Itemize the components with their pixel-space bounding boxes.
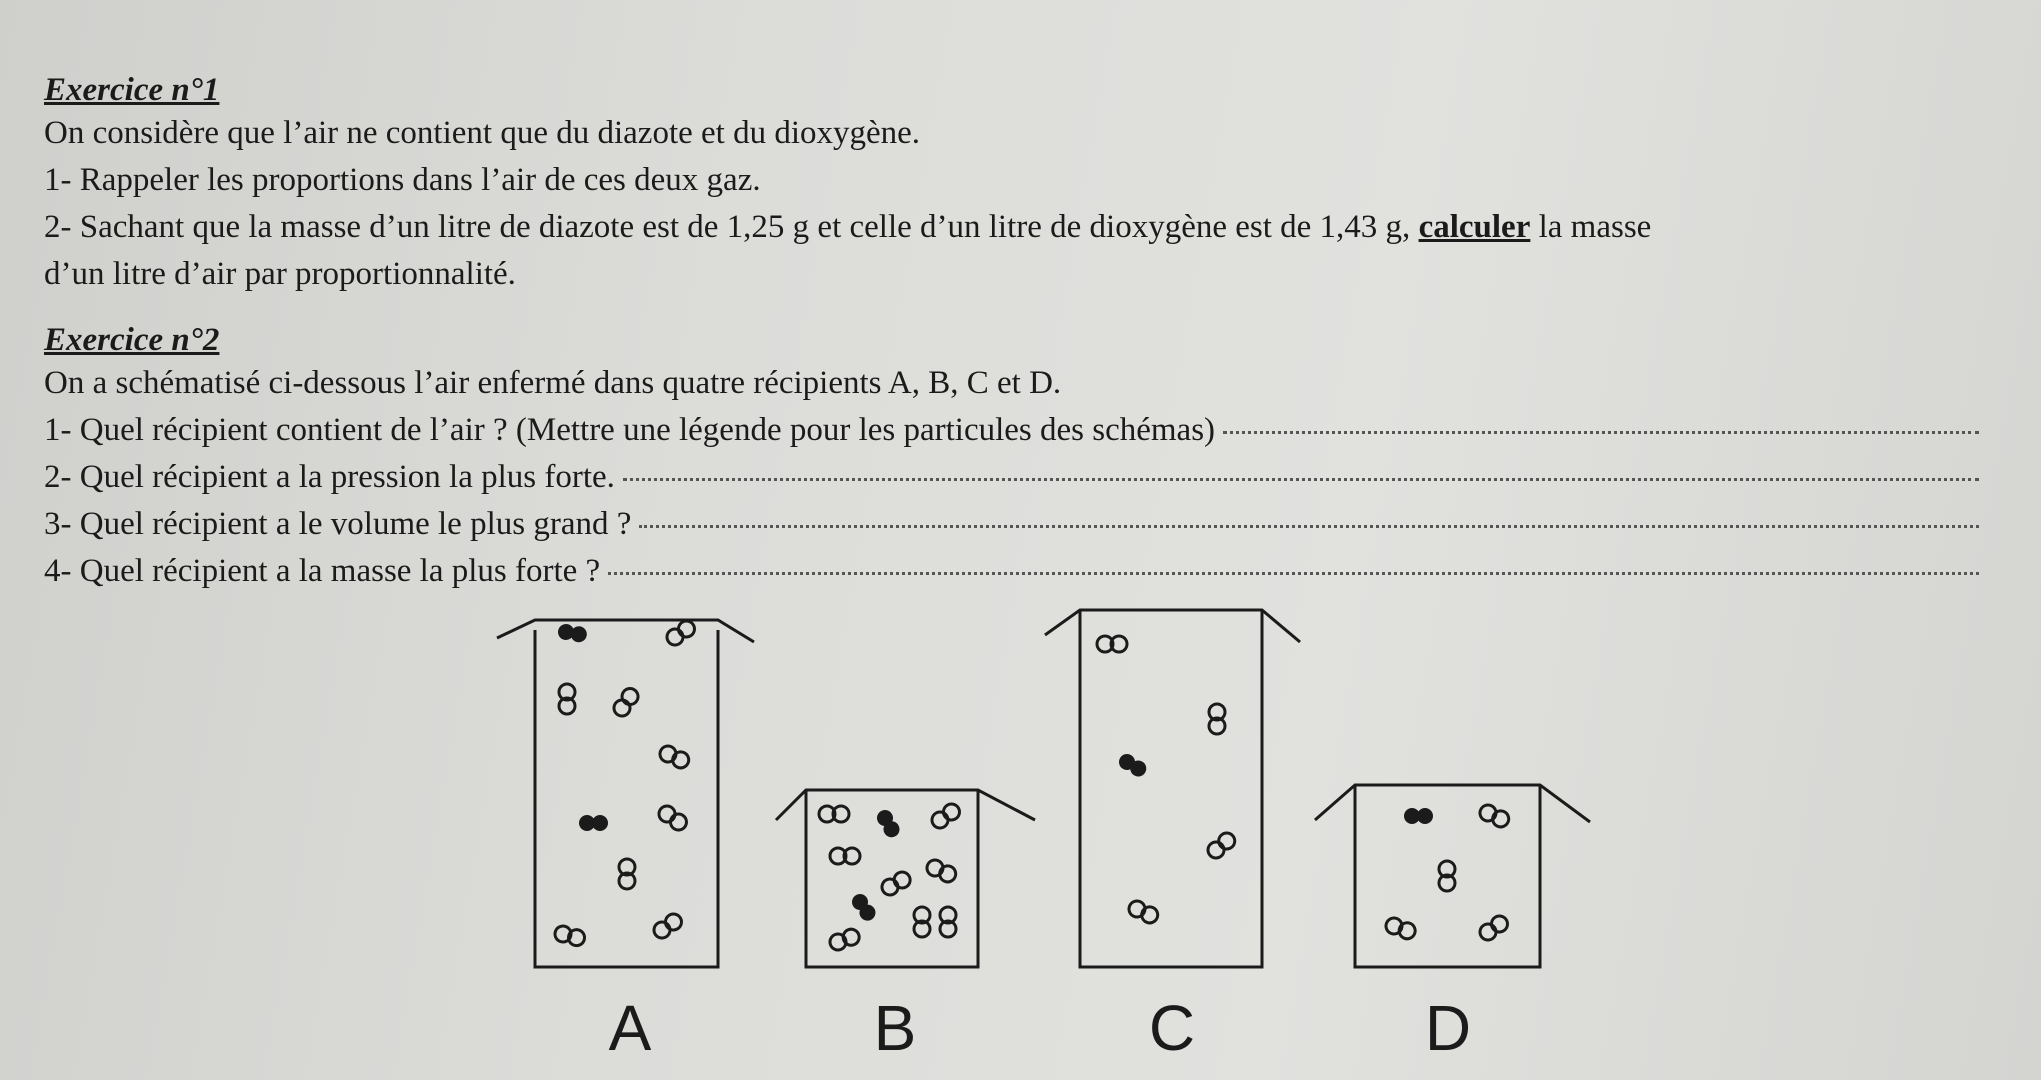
container-b [776, 790, 1035, 1064]
ring-molecule-icon [1477, 913, 1511, 943]
ring-molecule-icon [1477, 802, 1511, 829]
exercise-2-question-1 [44, 407, 1979, 454]
ring-molecule-icon [929, 801, 963, 831]
exercise-2-question-4 [44, 548, 1979, 595]
question-text: 4- Quel récipient a la masse la plus forte ? [44, 553, 601, 589]
ring-molecule-icon [828, 927, 862, 952]
exercise-2-title: Exercice n°2 [44, 322, 220, 358]
ring-molecule-icon [1126, 898, 1160, 925]
particles-c [1097, 636, 1238, 926]
answer-dotted-line[interactable] [608, 570, 1979, 575]
container-c-body [1080, 610, 1262, 967]
container-a-body [535, 630, 718, 967]
filled-molecule-icon [874, 807, 902, 840]
particles-d [1384, 802, 1512, 943]
container-a [497, 618, 754, 1064]
ring-molecule-icon [651, 911, 685, 941]
container-d [1315, 785, 1590, 1064]
answer-dotted-line[interactable] [639, 523, 1979, 528]
ring-molecule-icon [1384, 916, 1418, 941]
question-text: 1- Quel récipient contient de l’air ? (Mettre une légende pour les particules des schémas) [44, 412, 1216, 448]
particles-b [819, 801, 963, 952]
exercise-2 [44, 320, 2004, 595]
exercise-2-intro: On a schématisé ci-dessous l’air enfermé dans quatre récipients A, B, C et D. [44, 365, 1062, 401]
ring-molecule-icon [1205, 830, 1238, 862]
ring-molecule-icon [879, 869, 913, 898]
ring-molecule-icon [924, 857, 958, 884]
question-text: 3- Quel récipient a le volume le plus grand ? [44, 506, 632, 542]
container-b-lid [776, 790, 1035, 820]
containers-diagram [0, 590, 2041, 1080]
ring-molecule-icon [1097, 636, 1127, 652]
ring-molecule-icon [1439, 861, 1455, 891]
container-c-label: C [1148, 992, 1196, 1064]
filled-molecule-icon [1404, 808, 1433, 824]
ring-molecule-icon [830, 848, 860, 864]
filled-molecule-icon [579, 815, 608, 831]
container-d-label: D [1424, 992, 1472, 1064]
answer-dotted-line[interactable] [1223, 429, 1979, 434]
ring-molecule-icon [657, 743, 691, 770]
ring-molecule-icon [914, 907, 930, 937]
question-text: 2- Quel récipient a la pression la plus forte. [44, 459, 615, 495]
exercise-1-title: Exercice n°1 [44, 72, 220, 108]
exercise-1 [44, 70, 2004, 298]
ring-molecule-icon [611, 685, 641, 719]
ring-molecule-icon [1209, 704, 1225, 734]
exercise-1-question-2-keyword: calculer [1418, 209, 1531, 245]
container-a-label: A [608, 992, 652, 1064]
container-c [1045, 610, 1300, 1064]
ring-molecule-icon [940, 907, 956, 937]
exercise-1-intro: On considère que l’air ne contient que du diazote et du dioxygène. [44, 115, 921, 151]
ring-molecule-icon [553, 924, 586, 947]
exercise-1-question-2 [44, 204, 2004, 251]
particles-a [553, 618, 697, 948]
exercise-1-question-2-line-2: d’un litre d’air par proportionnalité. [44, 256, 516, 292]
answer-dotted-line[interactable] [623, 476, 1979, 481]
ring-molecule-icon [559, 684, 575, 714]
exercise-2-question-2 [44, 454, 1979, 501]
ring-molecule-icon [819, 806, 849, 822]
exercise-1-question-1: 1- Rappeler les proportions dans l’air de ces deux gaz. [44, 162, 761, 198]
filled-molecule-icon [849, 891, 879, 924]
exercise-1-question-2-text-end: la masse [1530, 209, 1652, 245]
container-b-label: B [873, 992, 917, 1064]
ring-molecule-icon [664, 618, 698, 648]
ring-molecule-icon [619, 859, 635, 889]
filled-molecule-icon [557, 623, 588, 644]
ring-molecule-icon [656, 803, 690, 833]
filled-molecule-icon [1116, 751, 1149, 779]
exercise-1-question-2-text: 2- Sachant que la masse d’un litre de diazote est de 1,25 g et celle d’un litre de dioxygène est de 1,43 g, [44, 209, 1419, 245]
exercise-2-question-3 [44, 501, 1979, 548]
